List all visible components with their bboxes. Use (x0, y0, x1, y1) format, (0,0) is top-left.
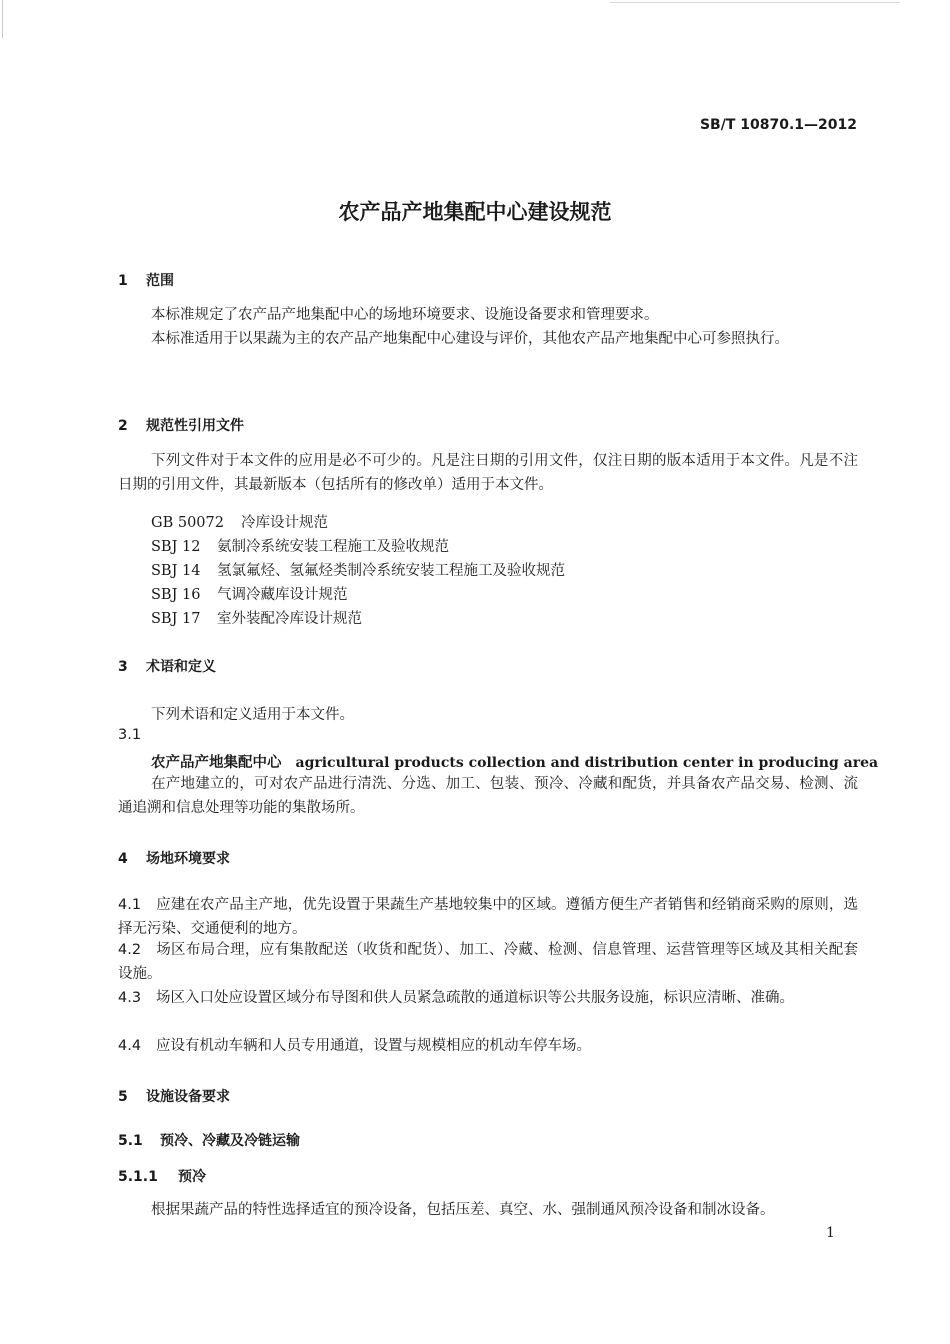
term-chinese: 农产品产地集配中心 (151, 755, 282, 771)
section-title: 范围 (146, 273, 174, 289)
section-1-paragraph: 本标准适用于以果蔬为主的农产品产地集配中心建设与评价，其他农产品产地集配中心可参照执行。 (151, 331, 789, 347)
term-definition: 在产地建立的，可对农产品进行清洗、分选、加工、包装、预冷、冷藏和配货，并具备农产品交易、检测、流通追溯和信息处理等功能的集散场所。 (118, 776, 858, 816)
clause-number: 4.1 (118, 897, 142, 913)
clause-text: 场区入口处应设置区域分布导图和供人员紧急疏散的通道标识等公共服务设施，标识应清晰、准确。 (156, 990, 794, 1006)
section-number: 2 (118, 418, 128, 434)
reference-code: SBJ 16 (151, 587, 201, 603)
section-2-heading (118, 415, 244, 435)
clause (118, 1034, 858, 1058)
section-title: 术语和定义 (146, 659, 216, 675)
reference-code: SBJ 12 (151, 539, 201, 555)
reference-item (151, 535, 449, 556)
clause (118, 938, 858, 986)
clause-number: 4.4 (118, 1038, 142, 1054)
section-number: 5 (118, 1089, 128, 1105)
reference-item (151, 511, 328, 532)
reference-title: 氨制冷系统安装工程施工及验收规范 (217, 539, 449, 555)
document-title: 农产品产地集配中心建设规范 (338, 200, 612, 224)
reference-item (151, 559, 565, 580)
term-entry (151, 751, 878, 772)
section-3-heading (118, 656, 216, 676)
section-number: 1 (118, 273, 128, 289)
section-5-paragraph: 根据果蔬产品的特性选择适宜的预冷设备，包括压差、真空、水、强制通风预冷设备和制冰设备。 (151, 1202, 775, 1218)
section-1-heading (118, 270, 174, 290)
clause (118, 986, 858, 1010)
section-3-intro: 下列术语和定义适用于本文件。 (151, 707, 354, 723)
section-1-paragraph: 本标准规定了农产品产地集配中心的场地环境要求、设施设备要求和管理要求。 (151, 307, 659, 323)
clause-number: 4.2 (118, 942, 142, 958)
section-title: 规范性引用文件 (146, 418, 244, 434)
reference-code: SBJ 14 (151, 563, 201, 579)
standard-code: SB/T 10870.1—2012 (699, 117, 857, 133)
section-number: 3 (118, 659, 128, 675)
clause (118, 893, 858, 941)
term-english: agricultural products collection and distribution center in producing area (295, 755, 879, 771)
section-title: 设施设备要求 (146, 1089, 230, 1105)
subsubsection-number: 5.1.1 (118, 1169, 158, 1185)
reference-title: 气调冷藏库设计规范 (217, 587, 348, 603)
reference-title: 室外装配冷库设计规范 (217, 611, 362, 627)
section-5-heading (118, 1086, 230, 1106)
clause-text: 应建在农产品主产地，优先设置于果蔬生产基地较集中的区域。遵循方便生产者销售和经销商采购的原则，选择无污染、交通便利的地方。 (118, 897, 858, 937)
scan-top-mark (610, 2, 900, 3)
clause-number: 4.3 (118, 990, 142, 1006)
clause-text: 场区布局合理，应有集散配送（收货和配货）、加工、冷藏、检测、信息管理、运营管理等区域及其相关配套设施。 (118, 942, 858, 982)
scan-edge-mark (2, 0, 3, 38)
reference-code: GB 50072 (151, 515, 224, 531)
reference-title: 氢氯氟烃、氢氟烃类制冷系统安装工程施工及验收规范 (217, 563, 565, 579)
reference-item (151, 607, 362, 628)
section-4-heading (118, 848, 230, 868)
section-2-intro: 下列文件对于本文件的应用是必不可少的。凡是注日期的引用文件，仅注日期的版本适用于本文件。凡是不注日期的引用文件，其最新版本（包括所有的修改单）适用于本文件。 (118, 453, 858, 493)
reference-code: SBJ 17 (151, 611, 201, 627)
subsection-number: 5.1 (118, 1133, 143, 1149)
section-title: 场地环境要求 (146, 851, 230, 867)
subsection-heading (118, 1130, 300, 1150)
reference-title: 冷库设计规范 (241, 515, 328, 531)
clause-text: 应设有机动车辆和人员专用通道，设置与规模相应的机动车停车场。 (156, 1038, 591, 1054)
subsection-title: 预冷、冷藏及冷链运输 (160, 1133, 300, 1149)
subsubsection-heading (118, 1166, 206, 1186)
subsubsection-title: 预冷 (178, 1169, 206, 1185)
section-number: 4 (118, 851, 128, 867)
reference-item (151, 583, 348, 604)
page-number: 1 (826, 1225, 835, 1241)
term-number: 3.1 (118, 727, 142, 743)
